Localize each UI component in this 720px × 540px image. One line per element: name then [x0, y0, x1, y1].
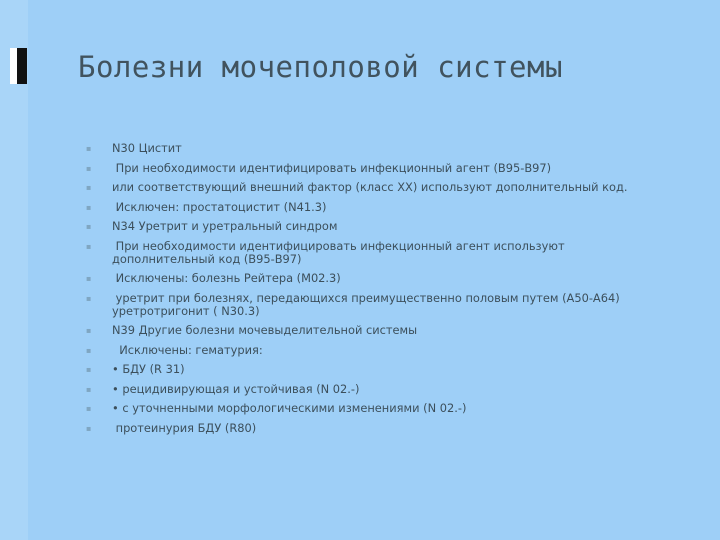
list-item-text: протеинурия БДУ (R80) [112, 420, 257, 435]
bullet-icon: ▪ [86, 241, 92, 251]
list-item-text: При необходимости идентифицировать инфекционный агент (В95-В97) [112, 160, 552, 175]
bullet-icon: ▪ [86, 222, 92, 231]
list-item [86, 402, 646, 415]
accent-bar-white [10, 48, 17, 84]
bullet-icon: ▪ [86, 144, 92, 153]
bullet-list [86, 142, 646, 441]
bullet-icon: ▪ [86, 404, 92, 413]
list-item [86, 292, 646, 318]
list-item [86, 272, 646, 285]
slide-title: Болезни мочеполовой системы [78, 50, 563, 84]
bullet-icon: ▪ [86, 326, 92, 335]
list-item-text: уретрит при болезнях, передающихся преимущественно половым путем (А50-А64) уретротригонит ( N30.3) [112, 290, 624, 318]
list-item [86, 422, 646, 435]
list-item [86, 324, 646, 337]
list-item-text: • рецидивирующая и устойчивая (N 02.-) [112, 381, 360, 396]
bullet-icon: ▪ [86, 183, 92, 192]
list-item-text: Исключены: гематурия: [112, 342, 263, 357]
list-item [86, 220, 646, 233]
bullet-icon: ▪ [86, 365, 92, 374]
list-item-text: или соответствующий внешний фактор (класс XX) используют дополнительный код. [112, 180, 628, 194]
list-item [86, 201, 646, 214]
bullet-icon: ▪ [86, 274, 92, 283]
list-item [86, 181, 646, 194]
list-item-text: • с уточненными морфологическими изменениями (N 02.-) [112, 401, 467, 415]
list-item [86, 142, 646, 155]
list-item-text: N34 Уретрит и уретральный синдром [112, 219, 338, 233]
bullet-icon: ▪ [86, 345, 92, 355]
bullet-icon: ▪ [86, 202, 92, 212]
accent-bar-black [17, 48, 27, 84]
list-item [86, 344, 646, 357]
bullet-icon: ▪ [86, 384, 92, 394]
bullet-icon: ▪ [86, 163, 92, 173]
list-item-text: Исключен: простатоцистит (N41.3) [112, 199, 327, 214]
list-item [86, 240, 646, 266]
list-item [86, 363, 646, 376]
list-item-text: • БДУ (R 31) [112, 362, 185, 376]
list-item-text: N30 Цистит [112, 141, 182, 155]
bullet-icon: ▪ [86, 423, 92, 433]
list-item [86, 383, 646, 396]
list-item-text: Исключены: болезнь Рейтера (М02.3) [112, 271, 341, 285]
list-item-text: N39 Другие болезни мочевыделительной системы [112, 323, 418, 337]
list-item-text: При необходимости идентифицировать инфекционный агент используют дополнительный код (В95-В97) [112, 238, 569, 266]
bullet-icon: ▪ [86, 293, 92, 303]
list-item [86, 162, 646, 175]
